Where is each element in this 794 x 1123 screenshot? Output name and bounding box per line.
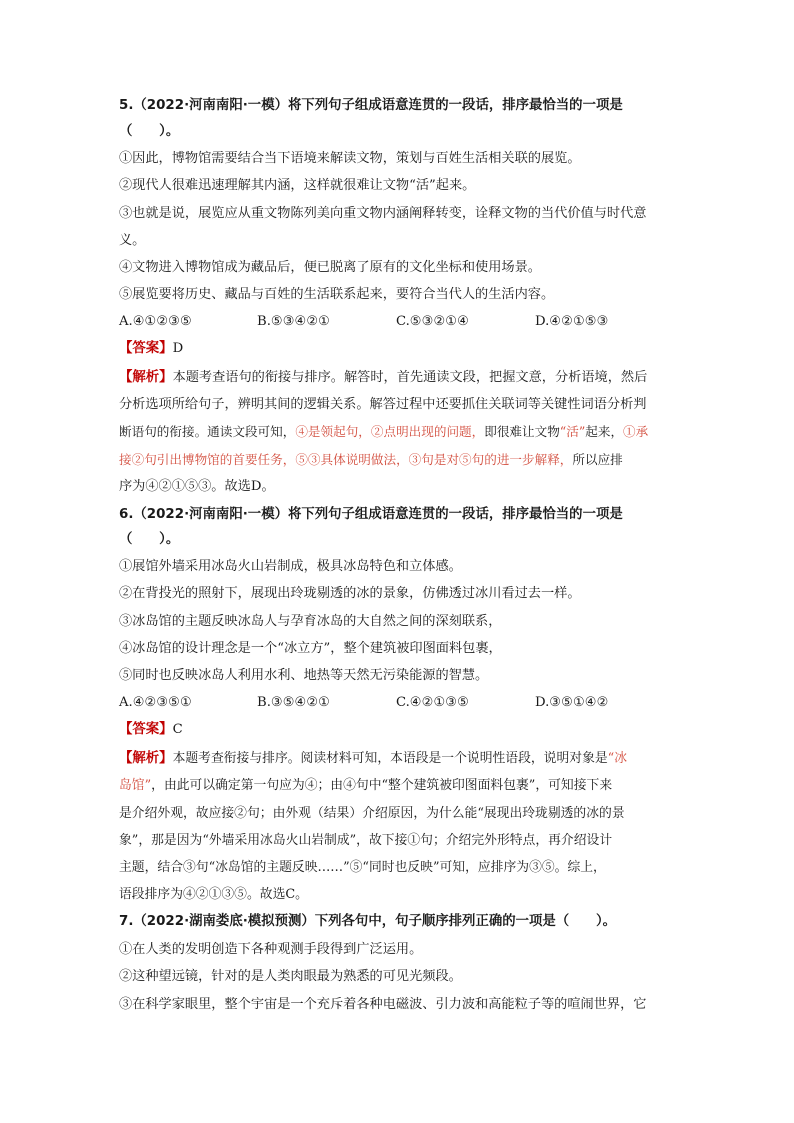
q6-sentence-4: ④冰岛馆的设计理念是一个“冰立方”，整个建筑被印图面料包裹， xyxy=(119,641,502,656)
q7-sentence-2: ②这种望远镜，针对的是人类肉眼最为熟悉的可见光频段。 xyxy=(119,969,462,984)
q6-analysis-1-red: “冰 xyxy=(607,751,627,766)
q5-analysis-3-red3: ①承 xyxy=(623,424,649,439)
q6-analysis-2-red: 岛馆” xyxy=(119,778,152,793)
q6-title: 6.（2022·河南南阳·一模）将下列句子组成语意连贯的一段话，排序最恰当的一项是 xyxy=(119,507,623,522)
q6-analysis-2 xyxy=(119,777,612,795)
q6-option-c: C.④②①③⑤ xyxy=(396,695,469,710)
q5-analysis-3-red2: “活” xyxy=(559,424,586,439)
q6-sentence-5: ⑤同时也反映冰岛人利用水利、地热等天然无污染能源的智慧。 xyxy=(119,668,489,683)
q7-title: 7.（2022·湖南娄底·模拟预测）下列各句中，句子顺序排列正确的一项是（ ）。 xyxy=(119,914,617,929)
q6-analysis-5: 主题，结合③句“冰岛馆的主题反映……”⑤“同时也反映”可知，应排序为③⑤。综上， xyxy=(119,860,606,875)
q5-option-c: C.⑤③②①④ xyxy=(396,314,469,329)
q6-sentence-1: ①展馆外墙采用冰岛火山岩制成，极具冰岛特色和立体感。 xyxy=(119,559,462,574)
q5-option-d: D.④②①⑤③ xyxy=(535,314,609,329)
analysis-tag: 【解析】 xyxy=(119,751,173,766)
q5-analysis-4-red: 接②句引出博物馆的首要任务，⑤③具体说明做法，③句是对⑤句的进一步解释， xyxy=(119,452,573,467)
answer-tag: 【答案】 xyxy=(119,341,173,356)
q7-sentence-1: ①在人类的发明创造下各种观测手段得到广泛运用。 xyxy=(119,942,423,957)
q6-option-b: B.③⑤④②① xyxy=(257,695,330,710)
q5-analysis-3-mid: 即很难让文物 xyxy=(484,424,560,439)
q5-sentence-3a: ③也就是说，展览应从重文物陈列美向重文物内涵阐释转变，诠释文物的当代价值与时代意 xyxy=(119,206,647,221)
q6-option-d: D.③⑤①④② xyxy=(535,695,609,710)
q5-analysis-3-post: 起来， xyxy=(585,424,624,439)
q5-sentence-1: ①因此，博物馆需要结合当下语境来解读文物，策划与百姓生活相关联的展览。 xyxy=(119,151,581,166)
q5-analysis-3-red1: ④是领起句，②点明出现的问题， xyxy=(295,424,485,439)
q5-blank: （ ）。 xyxy=(119,124,180,139)
q6-analysis-2-post: ，由此可以确定第一句应为④；由④句中“整个建筑被印图面料包裹”，可知接下来 xyxy=(151,778,613,793)
q6-analysis-1 xyxy=(119,750,627,768)
q6-sentence-3: ③冰岛馆的主题反映冰岛人与孕育冰岛的大自然之间的深刻联系， xyxy=(119,614,502,629)
q5-option-a: A.④①②③⑤ xyxy=(119,314,192,329)
q5-answer: D xyxy=(172,341,184,356)
q6-answer: C xyxy=(172,722,183,737)
q5-sentence-5: ⑤展览要将历史、藏品与百姓的生活联系起来，要符合当代人的生活内容。 xyxy=(119,287,555,302)
q6-analysis-3: 是介绍外观，故应接②句；由外观（结果）介绍原因，为什么能“展现出玲珑剔透的冰的景 xyxy=(119,806,625,821)
q5-sentence-4: ④文物进入博物馆成为藏品后，便已脱离了原有的文化坐标和使用场景。 xyxy=(119,260,541,275)
q6-answer-line xyxy=(119,721,183,739)
q5-analysis-text-1: 本题考查语句的衔接与排序。解答时，首先通读文段，把握文意，分析语境，然后 xyxy=(172,370,648,385)
analysis-tag: 【解析】 xyxy=(119,370,173,385)
q5-analysis-4 xyxy=(119,451,623,469)
q7-sentence-3: ③在科学家眼里，整个宇宙是一个充斥着各种电磁波、引力波和高能粒子等的喧闹世界，它 xyxy=(119,997,647,1012)
q5-title: 5.（2022·河南南阳·一模）将下列句子组成语意连贯的一段话，排序最恰当的一项是 xyxy=(119,98,623,113)
answer-tag: 【答案】 xyxy=(119,722,173,737)
q6-blank: （ ）。 xyxy=(119,532,180,547)
q5-sentence-3b: 义。 xyxy=(119,233,146,248)
q5-analysis-1 xyxy=(119,369,647,387)
q6-analysis-4: 象”，那是因为“外墙采用冰岛火山岩制成”，故下接①句；介绍完外形特点，再介绍设计 xyxy=(119,833,613,848)
q5-analysis-5: 序为④②①⑤③。故选D。 xyxy=(119,479,275,494)
q5-analysis-3 xyxy=(119,423,648,441)
q5-analysis-4-post: 所以应排 xyxy=(572,452,623,467)
q5-option-b: B.⑤③④②① xyxy=(257,314,330,329)
q6-analysis-6: 语段排序为④②①③⑤。故选C。 xyxy=(119,887,308,902)
q6-option-a: A.④②③⑤① xyxy=(119,695,192,710)
q6-analysis-1-pre: 本题考查衔接与排序。阅读材料可知，本语段是一个说明性语段，说明对象是 xyxy=(172,751,608,766)
q5-answer-line xyxy=(119,340,183,358)
q5-sentence-2: ②现代人很难迅速理解其内涵，这样就很难让文物“活”起来。 xyxy=(119,178,476,193)
q6-sentence-2: ②在背投光的照射下，展现出玲珑剔透的冰的景象，仿佛透过冰川看过去一样。 xyxy=(119,586,581,601)
q5-analysis-2: 分析选项所给句子，辨明其间的逻辑关系。解答过程中还要抓住关联词等关键性词语分析判 xyxy=(119,397,647,412)
q5-analysis-3-pre: 断语句的衔接。通读文段可知， xyxy=(119,424,296,439)
